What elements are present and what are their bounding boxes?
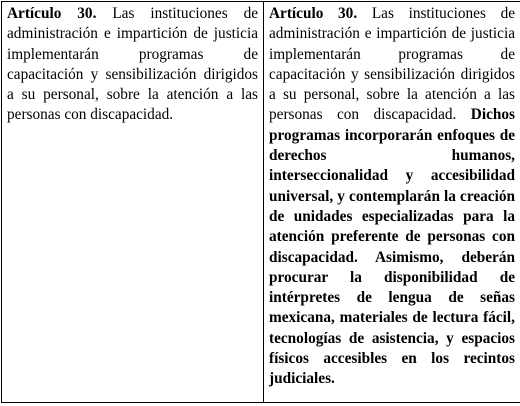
article-label: Artículo 30. [269,5,358,22]
current-text-cell [2,2,264,403]
proposed-text-cell [264,2,520,403]
reform-text: Dichos programas incorporarán enfoques de derechos humanos, interseccionalidad y accesibilidad universal, y contemplarán la creación de unidades especializadas para la atención preferente de personas con discapacidad. Asimismo, deberán procurar la disponibilidad de intérpretes de lengua de señas mexicana, materiales de lectura fácil, tecnologías de asistencia, y espacios físicos accesibles en los recintos judiciales. [269,106,515,388]
table-row [2,2,520,403]
article-label: Artículo 30. [7,5,97,22]
comparison-table [1,1,520,403]
article-text: Las instituciones de administración e impartición de justicia implementarán programas de capacitación y sensibilización dirigidos a su personal, sobre la atención a las personas con discapacidad. [269,5,516,124]
article-text: Las instituciones de administración e impartición de justicia implementarán programas de capacitación y sensibilización dirigidos a su personal, sobre la atención a las personas con discapacidad. [7,5,259,124]
